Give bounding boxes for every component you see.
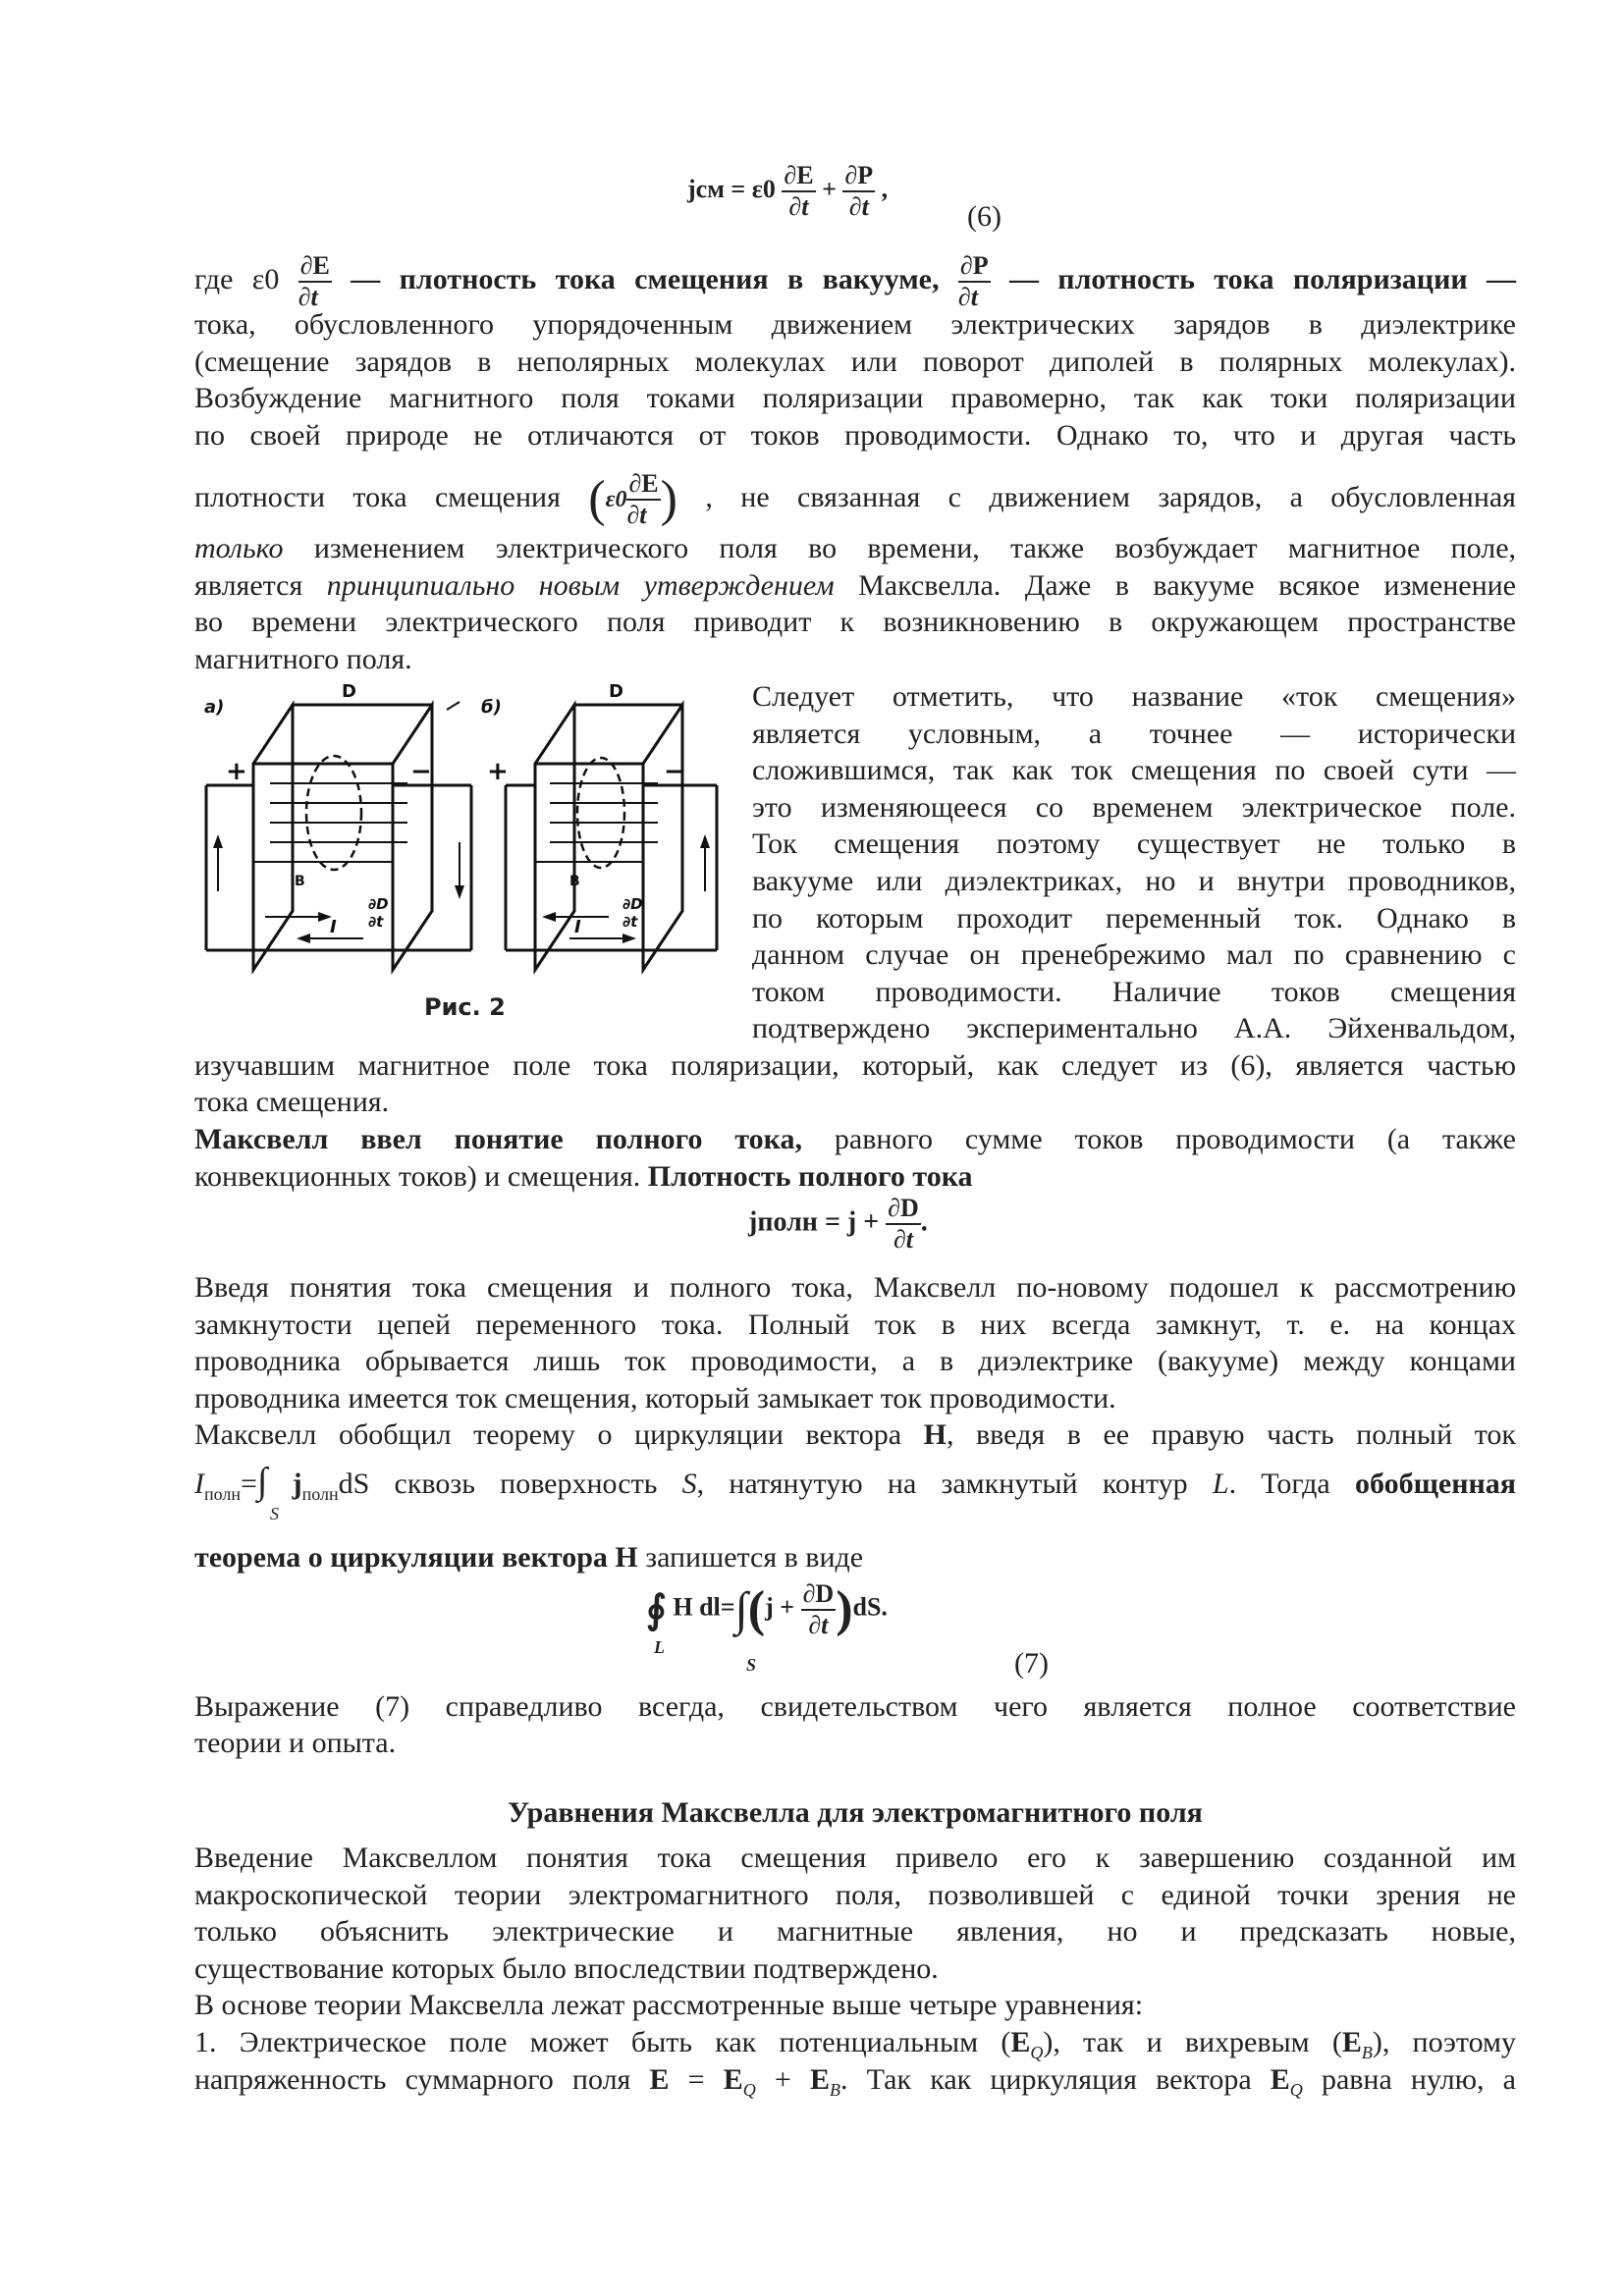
side-line-10: подтверждено экспериментально А.А. Эйхенвальдом, [752,1012,1516,1044]
equation-full-current: jполн = j + $\frac{\partial D}{\partial t}$ . [748,1194,928,1254]
para1-line2: тока, обусловленного упорядоченным движением электрических зарядов в диэлектрике [194,308,1516,341]
para3-line2: конвекционных токов) и смещения. Плотность полного тока [194,1160,973,1193]
side-line-9: током проводимости. Наличие токов смещения [752,976,1516,1008]
side-line-6: вакууме или диэлектриках, но и внутри проводников, [752,865,1516,897]
side-line-1: Следует отметить, что название «ток смещения» [752,680,1516,713]
para1-line9: во времени электрического поля приводит к возникновению в окружающем пространстве [194,606,1516,638]
para2-line1: изучавшим магнитное поле тока поляризации, который, как следует из (6), является частью [194,1049,1516,1082]
eq6-frac-p: $\frac{\partial P}{\partial t}$ [844,161,874,221]
equation-6 [687,163,888,220]
eq7-limit-L: L [654,1637,665,1657]
eq6-frac-e: $\frac{\partial E}{\partial t}$ [784,161,814,221]
para5-line3: теорема о циркуляции вектора H запишется в виде [194,1541,864,1574]
para6-line2: теории и опыта. [194,1727,397,1759]
eq6-comma: , [881,174,889,203]
side-line-7: по которым проходит переменный ток. Однако в [752,902,1516,934]
panel-a-dt: ∂t [368,913,384,931]
side-line-8: данном случае он пренебрежимо мал по сравнению с [752,938,1516,971]
para3-line1: Максвелл ввел понятие полного тока, равного сумме токов проводимости (а также [194,1123,1516,1155]
figure-2 [196,675,727,999]
panel-b-I: I [574,917,581,937]
para1-line4: Возбуждение магнитного поля токами поляризации правомерно, так как токи поляризации [194,382,1516,414]
para9-line1: 1. Электрическое поле может быть как потенциальным $(E_Q)$, так и вихревым $(E_B)$, поэтому [194,2026,1516,2062]
side-line-2: является условным, а точнее — исторически [752,718,1516,750]
side-line-5: Ток смещения поэтому существует не только в [752,828,1516,860]
panel-a-D: D [342,681,356,702]
eq6-plus: + [822,174,837,203]
para9-line2: напряженность суммарного поля $E = E_Q + E_B$. Так как циркуляция вектора $E_Q$ равна нулю, а [194,2063,1516,2100]
para1-line1: где ε0 $\frac{\partial E}{\partial t}$ — плотность тока смещения в вакууме, $\frac{\partial P}{\partial t}$ — плотность тока поляризации — [194,251,1517,311]
eq6-number: (6) [967,200,1001,233]
panel-b [506,705,717,970]
para5-line1: Максвелл обобщил теорему о циркуляции вектора H, введя в ее правую часть полный ток [194,1418,1516,1451]
para8: В основе теории Максвелла лежат рассмотренные выше четыре уравнения: [194,1989,1144,2021]
paren-expr: (ε0 $\frac{\partial E}{\partial t}$ ) [588,469,677,529]
panel-a-minus: − [410,757,432,786]
para6-line1: Выражение (7) справедливо всегда, свидетельством чего является полное соответствие [194,1690,1516,1723]
para1-line10: магнитного поля. [194,643,412,675]
para4-line4: проводника имеется ток смещения, который замыкает ток проводимости. [194,1382,1116,1415]
section-heading: Уравнения Максвелла для электромагнитного поля [508,1796,1203,1829]
eq7-number: (7) [1014,1647,1049,1680]
para4-line1: Введя понятия тока смещения и полного тока, Максвелл по-новому подошел к рассмотрению [194,1271,1516,1304]
panel-a-I: I [330,917,337,937]
panel-a [206,705,471,970]
figure-caption: Рис. 2 [424,993,506,1021]
panel-b-plus: + [487,757,509,786]
panel-a-tag: а) [204,697,225,718]
panel-a-plus: + [226,757,247,786]
panel-a-B: B [295,874,305,889]
para2-line2: тока смещения. [194,1086,390,1118]
para1-line8: является принципиально новым утверждением Максвелла. Даже в вакууме всякое изменение [194,569,1517,602]
para1-line6: плотности тока смещения (ε0 $\frac{\partial E}{\partial t}$ ) , не связанная с движением зарядов, а обусловленная [194,469,1516,529]
equation-7: ∮ H dl=∫(j + $\frac{\partial D}{\partial t}$ )dS. [646,1578,888,1639]
eq7-limit-S: S [746,1655,757,1675]
eq6-lhs: jсм [687,174,725,203]
para4-line3: проводника обрывается лишь ток проводимости, а в диэлектрике (вакууме) между концами [194,1345,1516,1377]
para4-line2: замкнутости цепей переменного тока. Полный ток в них всегда замкнут, т. е. на концах [194,1308,1516,1341]
para7-line4: существование которых было впоследствии подтверждено. [194,1952,939,1985]
panel-b-B: B [569,874,580,889]
eq6-eq: = ε0 [731,174,776,203]
frac-dP-dt: $\frac{\partial P}{\partial t}$ [957,251,989,311]
frac-dE-dt: $\frac{\partial E}{\partial t}$ [298,251,330,311]
side-line-4: это изменяющееся со временем электрическое поле. [752,791,1516,824]
panel-b-dt: ∂t [623,913,638,931]
para5-line2: $I_{полн}=\int$ $j_{полн}dS$ сквозь поверхность S, натянутую на замкнутый контур L. Тогда обобщенная [194,1461,1517,1504]
panel-b-tag: б) [481,697,502,718]
para1-line7: только изменением электрического поля во времени, также возбуждает магнитное поле, [194,532,1517,564]
panel-b-dD: ∂D [623,895,643,913]
panel-b-D: D [609,681,623,702]
para1-line5: по своей природе не отличаются от токов проводимости. Однако то, что и другая часть [194,419,1516,452]
para7-line2: макроскопической теории электромагнитного поля, позволившей с единой точки зрения не [194,1879,1516,1911]
side-line-3: сложившимся, так как ток смещения по своей сути — [752,754,1516,786]
panel-a-dD: ∂D [368,895,389,913]
para7-line3: только объяснить электрические и магнитные явления, но и предсказать новые, [194,1915,1516,1948]
panel-b-minus: − [664,757,685,786]
para1-line3: (смещение зарядов в неполярных молекулах или поворот диполей в полярных молекулах). [194,346,1516,378]
para5-int-limit: S [270,1504,279,1523]
para7-line1: Введение Максвеллом понятия тока смещения привело его к завершению созданной им [194,1842,1516,1874]
